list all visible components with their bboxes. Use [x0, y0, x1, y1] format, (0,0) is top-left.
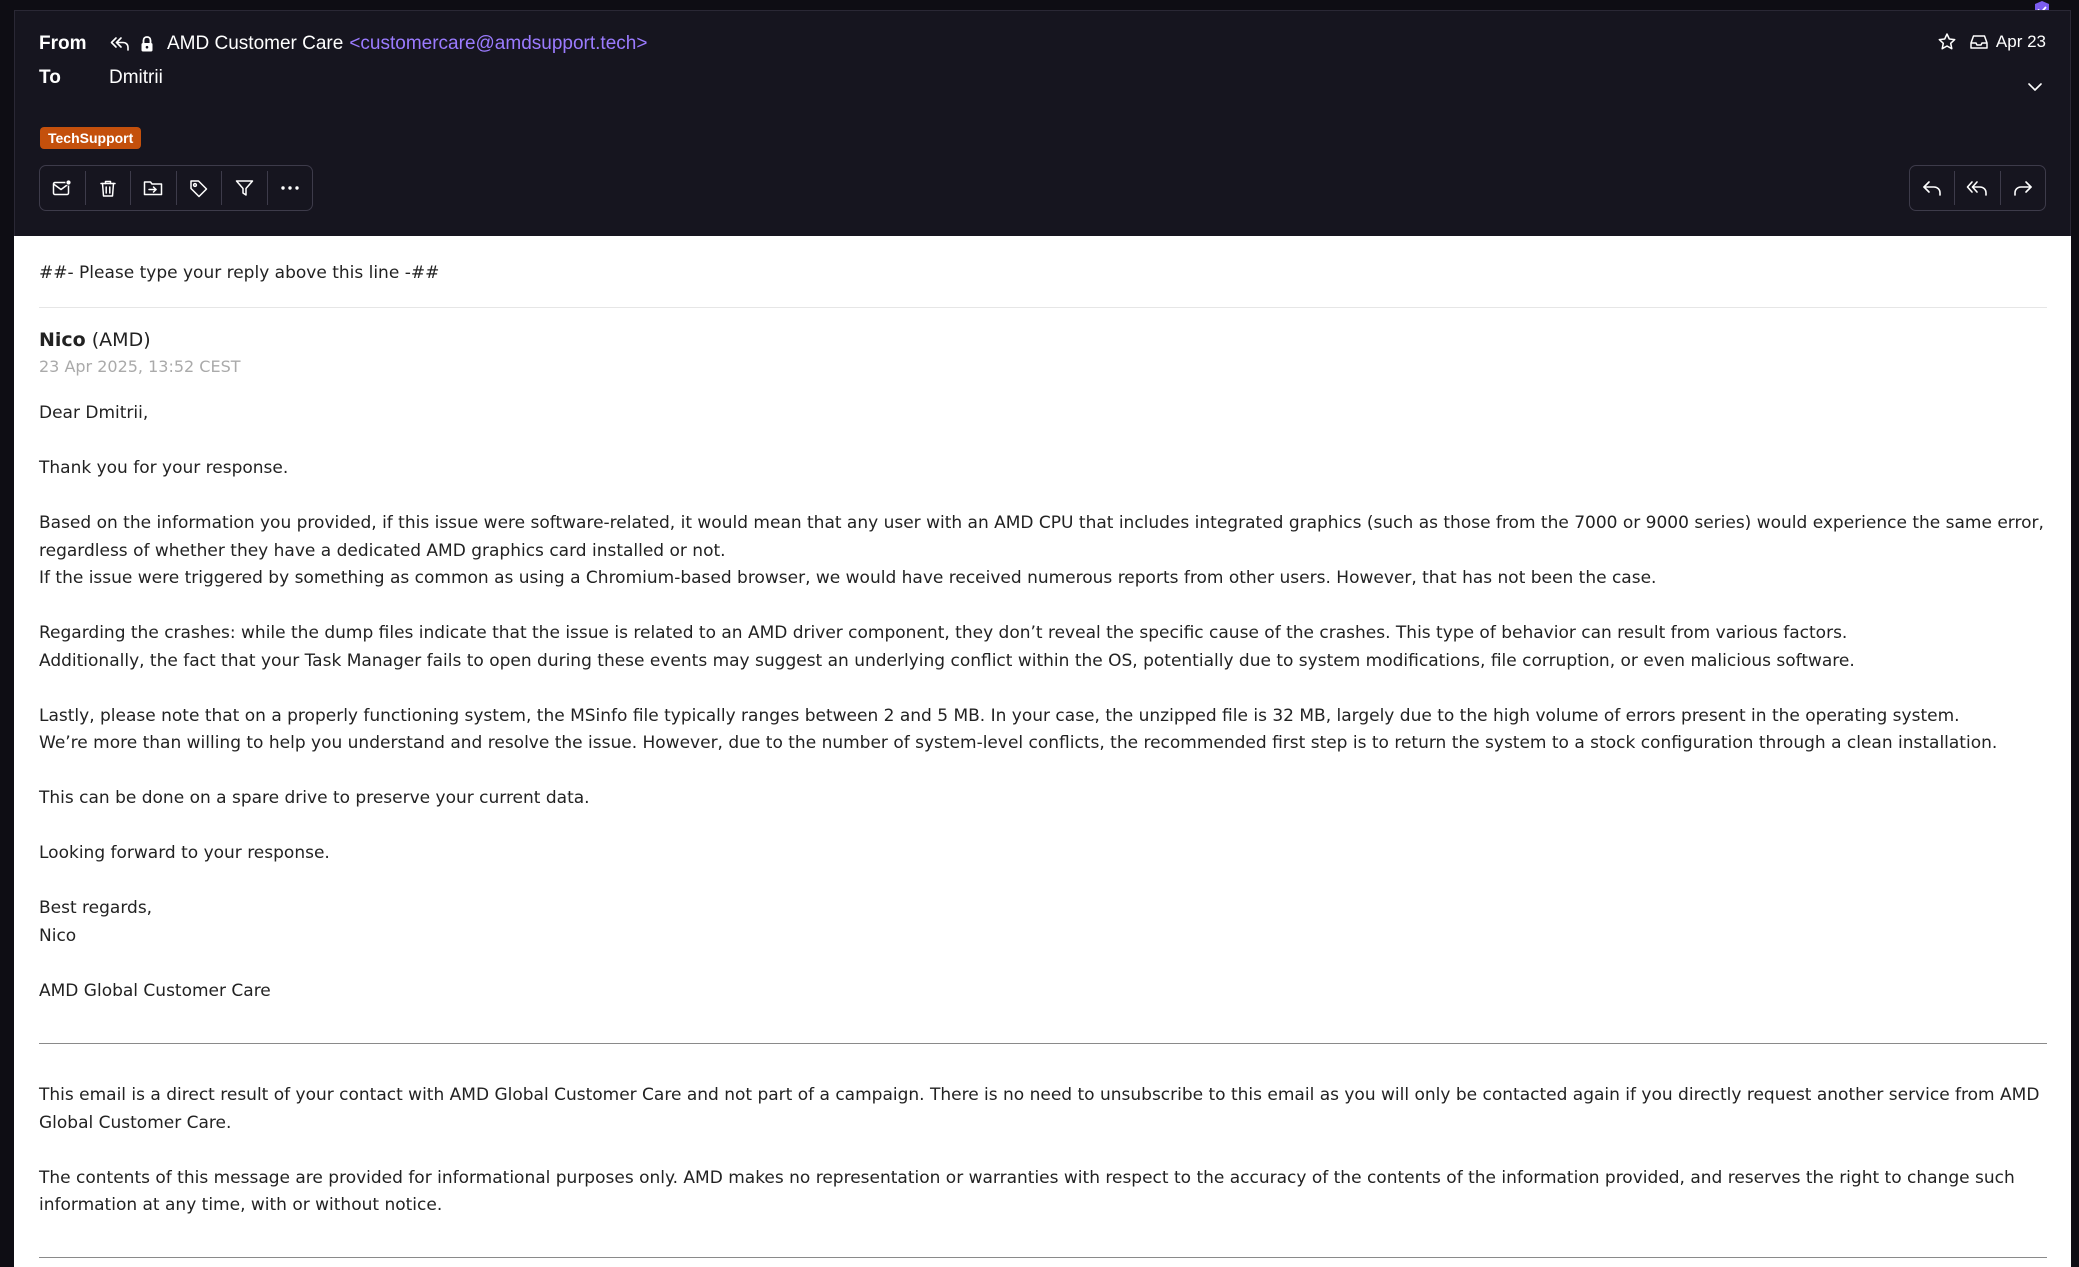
star-icon[interactable] — [1936, 31, 1958, 53]
divider — [39, 307, 2047, 308]
sender-name[interactable]: AMD Customer Care — [167, 33, 344, 54]
paragraph: Based on the information you provided, if this issue were software-related, it would mean that any user with an AMD CPU that includes integrated graphics (such as those from the 7000 or 9000 series) would experience the same error, regardless of whether they have a dedicated AMD graphics card installed or not. — [39, 513, 2044, 561]
message-actions-toolbar — [39, 165, 313, 211]
filter-icon — [235, 179, 254, 197]
from-label: From — [39, 33, 87, 54]
message-body — [14, 236, 2071, 1267]
to-row — [39, 67, 163, 89]
reply-all-button[interactable] — [1955, 166, 1999, 210]
more-icon — [280, 185, 300, 191]
mark-unread-icon — [52, 179, 72, 197]
message-date: Apr 23 — [1995, 32, 2046, 51]
message-header — [14, 10, 2071, 236]
inbox-icon — [1968, 31, 1990, 53]
reply-actions-toolbar — [1909, 165, 2046, 211]
from-row — [39, 33, 647, 55]
message-timestamp: 23 Apr 2025, 13:52 CEST — [39, 357, 241, 376]
paragraph: Additionally, the fact that your Task Manager fails to open during these events may suggest an underlying conflict within the OS, potentially due to system modifications, file corruption, or even malicious software. — [39, 650, 1855, 671]
paragraph: Thank you for your response. — [39, 458, 289, 478]
signoff: Best regards, — [39, 898, 153, 918]
forward-button[interactable] — [2001, 166, 2045, 210]
mark-unread-button[interactable] — [40, 166, 85, 210]
filter-button[interactable] — [222, 166, 267, 210]
sender-email[interactable]: <customercare@amdsupport.tech> — [349, 33, 648, 54]
chevron-down-icon[interactable] — [2024, 76, 2046, 98]
signature-name: Nico — [39, 925, 77, 946]
footer-disclaimer: The contents of this message are provided for informational purposes only. AMD makes no representation or warranties with respect to the accuracy of the contents of the information provided, and reserves the right to change such information at any time, with or without notice. — [39, 1167, 2015, 1215]
paragraph: If the issue were triggered by something as common as using a Chromium-based browser, we would have received numerous reports from other users. However, that has not been the case. — [39, 568, 1657, 588]
footer-divider — [39, 1257, 2047, 1258]
reply-button[interactable] — [1910, 166, 1954, 210]
forward-icon — [2013, 179, 2033, 197]
reply-separator-text: ##- Please type your reply above this line -## — [39, 263, 440, 283]
paragraph: This can be done on a spare drive to preserve your current data. — [39, 788, 590, 808]
lock-icon — [136, 33, 158, 55]
footer-divider — [39, 1043, 2047, 1044]
replied-icon — [109, 33, 131, 55]
footer-notice: This email is a direct result of your contact with AMD Global Customer Care and not part of a campaign. There is no need to unsubscribe to this email as you will only be contacted again if you directly request another service from AMD Global Customer Care. — [39, 1085, 2040, 1133]
message-content — [39, 260, 2047, 1258]
paragraph: Lastly, please note that on a properly functioning system, the MSinfo file typically ranges between 2 and 5 MB. In your case, the unzipped file is 32 MB, largely due to the high volume of errors present in the operating system. — [39, 705, 1960, 726]
agent-org: (AMD) — [85, 329, 151, 351]
signature-team: AMD Global Customer Care — [39, 980, 271, 1001]
agent-name: Nico — [39, 329, 86, 351]
move-button[interactable] — [131, 166, 176, 210]
recipient-name[interactable]: Dmitrii — [109, 67, 163, 88]
label-tag[interactable]: TechSupport — [40, 127, 141, 149]
move-to-folder-icon — [143, 179, 163, 197]
paragraph: Regarding the crashes: while the dump files indicate that the issue is related to an AMD driver component, they don’t reveal the specific cause of the crashes. This type of behavior can result from various factors. — [39, 623, 1848, 643]
paragraph: Looking forward to your response. — [39, 843, 330, 863]
label-icon — [189, 179, 208, 198]
delete-button[interactable] — [86, 166, 131, 210]
more-button[interactable] — [268, 166, 313, 210]
reply-all-icon — [1966, 179, 1988, 197]
to-label: To — [39, 67, 61, 88]
trash-icon — [99, 179, 117, 198]
reply-icon — [1922, 179, 1942, 197]
paragraph: We’re more than willing to help you understand and resolve the issue. However, due to the number of system-level conflicts, the recommended first step is to return the system to a stock configuration through a clean installation. — [39, 733, 1998, 753]
header-meta — [1926, 31, 2046, 53]
greeting: Dear Dmitrii, — [39, 403, 149, 423]
agent-header — [39, 326, 2047, 354]
label-button[interactable] — [177, 166, 222, 210]
